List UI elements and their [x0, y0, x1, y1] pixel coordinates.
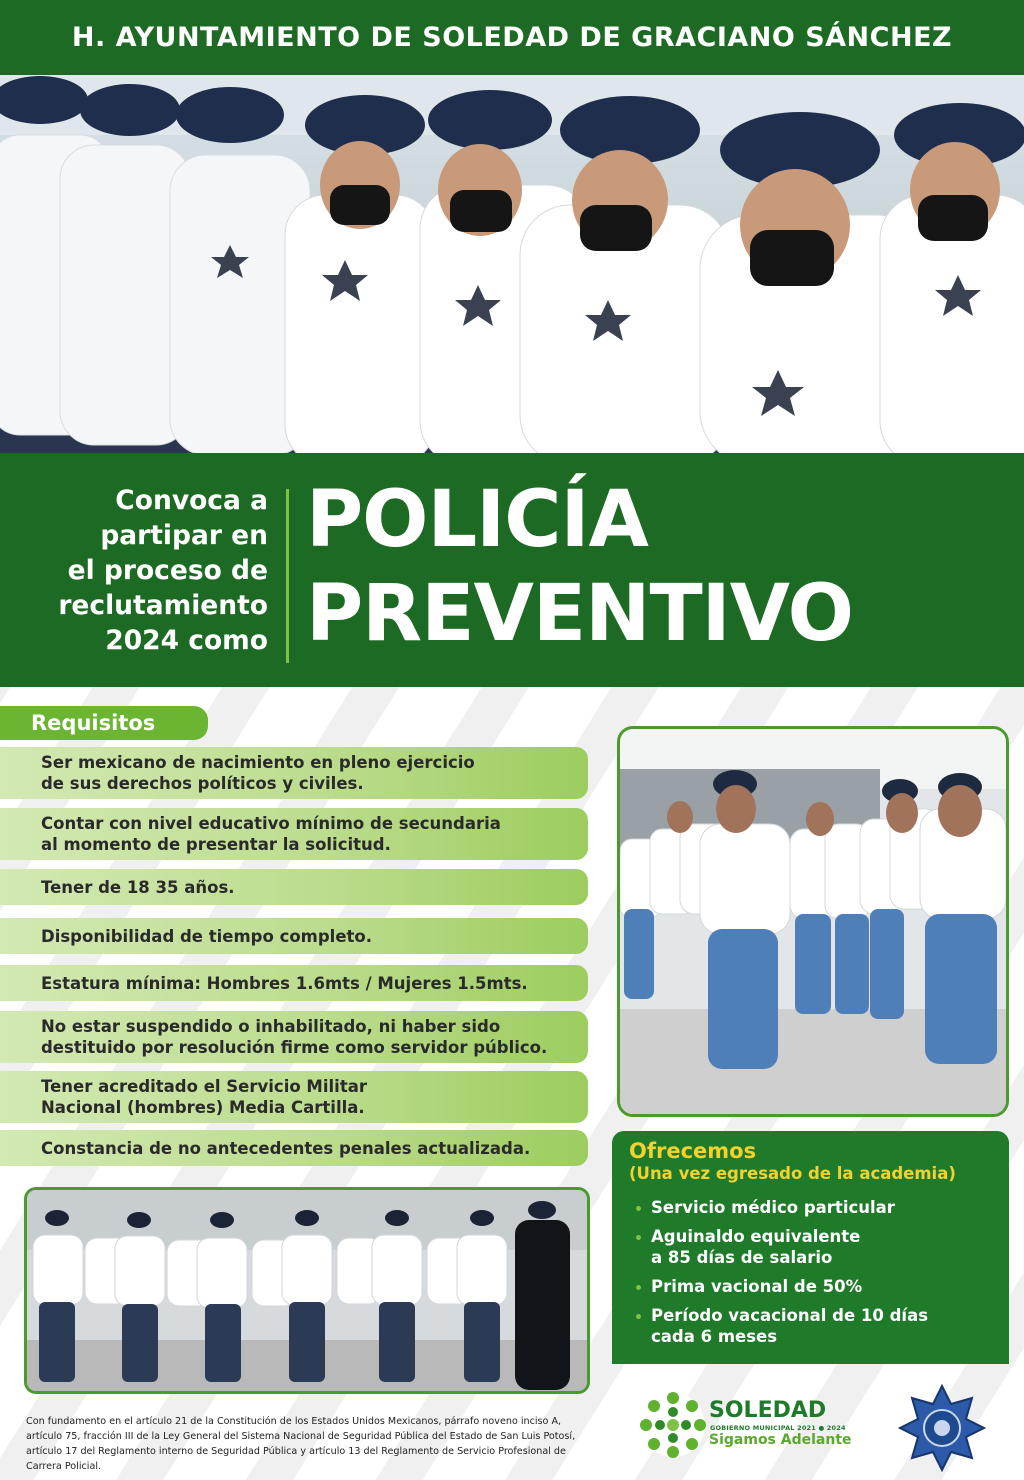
intro-text — [0, 483, 268, 658]
legal-text: Con fundamento en el artículo 21 de la Constitución de los Estados Unidos Mexicanos, párrafo noveno inciso A, artículo 75, fracción III de la Ley General del Sistema Nacional de Seguridad Pública del Estado de San Luis Potosí, artículo 17 del Reglamento interno de Seguridad Pública y artículo 13 del Reglamento de Servicio Profesional de Carrera Policial. — [26, 1416, 576, 1472]
requirement-text: Ser mexicano de nacimiento en pleno ejercicio de sus derechos políticos y civiles. — [41, 753, 475, 793]
intro-line: Convoca a — [115, 485, 268, 516]
title-divider — [286, 489, 289, 663]
requirement-item — [0, 918, 588, 954]
header-band — [0, 0, 1024, 75]
requirement-text: Constancia de no antecedentes penales actualizada. — [41, 1138, 531, 1158]
ofrecemos-list — [636, 1197, 996, 1355]
marching-photo — [617, 726, 1009, 1117]
requirement-item — [0, 965, 588, 1001]
intro-line: 2024 como — [105, 625, 268, 656]
formation-recruits-illustration — [27, 1190, 587, 1391]
offer-item: Prima vacional de 50% — [636, 1276, 996, 1297]
requirement-text: Contar con nivel educativo mínimo de secundaria al momento de presentar la solicitud. — [41, 814, 501, 854]
main-title — [306, 473, 1016, 661]
title-band — [0, 453, 1024, 687]
soledad-logo-icon — [638, 1390, 708, 1460]
intro-line: reclutamiento — [58, 590, 268, 621]
brand-period: GOBIERNO MUNICIPAL 2021 ● 2024 — [710, 1424, 846, 1432]
requirement-text: No estar suspendido o inhabilitado, ni haber sido destituido por resolución firme como servidor público. — [41, 1017, 548, 1057]
requirement-item — [0, 1011, 588, 1063]
requirement-text: Tener de 18 35 años. — [41, 877, 235, 897]
intro-line: el proceso de — [67, 555, 268, 586]
marching-recruits-illustration — [620, 729, 1006, 1114]
requirement-item — [0, 747, 588, 799]
hero-photo — [0, 75, 1024, 453]
police-badge-icon — [898, 1384, 986, 1472]
requirement-text: Tener acreditado el Servicio Militar Nacional (hombres) Media Cartilla. — [41, 1077, 367, 1117]
requirement-item — [0, 808, 588, 860]
intro-line: partipar en — [100, 520, 268, 551]
ofrecemos-panel — [612, 1131, 1009, 1364]
offer-item: Servicio médico particular — [636, 1197, 996, 1218]
requirement-item — [0, 1130, 588, 1166]
offer-item: Período vacacional de 10 días cada 6 meses — [636, 1305, 996, 1347]
org-title: H. AYUNTAMIENTO DE SOLEDAD DE GRACIANO SÁNCHEZ — [71, 22, 953, 53]
requirement-item — [0, 1071, 588, 1123]
brand-slogan: Sigamos Adelante — [709, 1432, 852, 1448]
requirement-text: Estatura mínima: Hombres 1.6mts / Mujeres 1.5mts. — [41, 973, 528, 993]
ofrecemos-subtitle: (Una vez egresado de la academia) — [629, 1164, 956, 1183]
brand-name: SOLEDAD — [709, 1398, 827, 1423]
ofrecemos-title: Ofrecemos — [629, 1139, 757, 1163]
offer-item: Aguinaldo equivalente a 85 días de salario — [636, 1226, 996, 1268]
hero-recruits-illustration — [0, 75, 1024, 453]
main-title-line-1: POLICÍA — [306, 475, 648, 565]
requirement-item — [0, 869, 588, 905]
requirement-text: Disponibilidad de tiempo completo. — [41, 926, 373, 946]
formation-photo — [24, 1187, 590, 1394]
requisitos-heading: Requisitos — [0, 706, 208, 740]
main-title-line-2: PREVENTIVO — [306, 569, 853, 659]
